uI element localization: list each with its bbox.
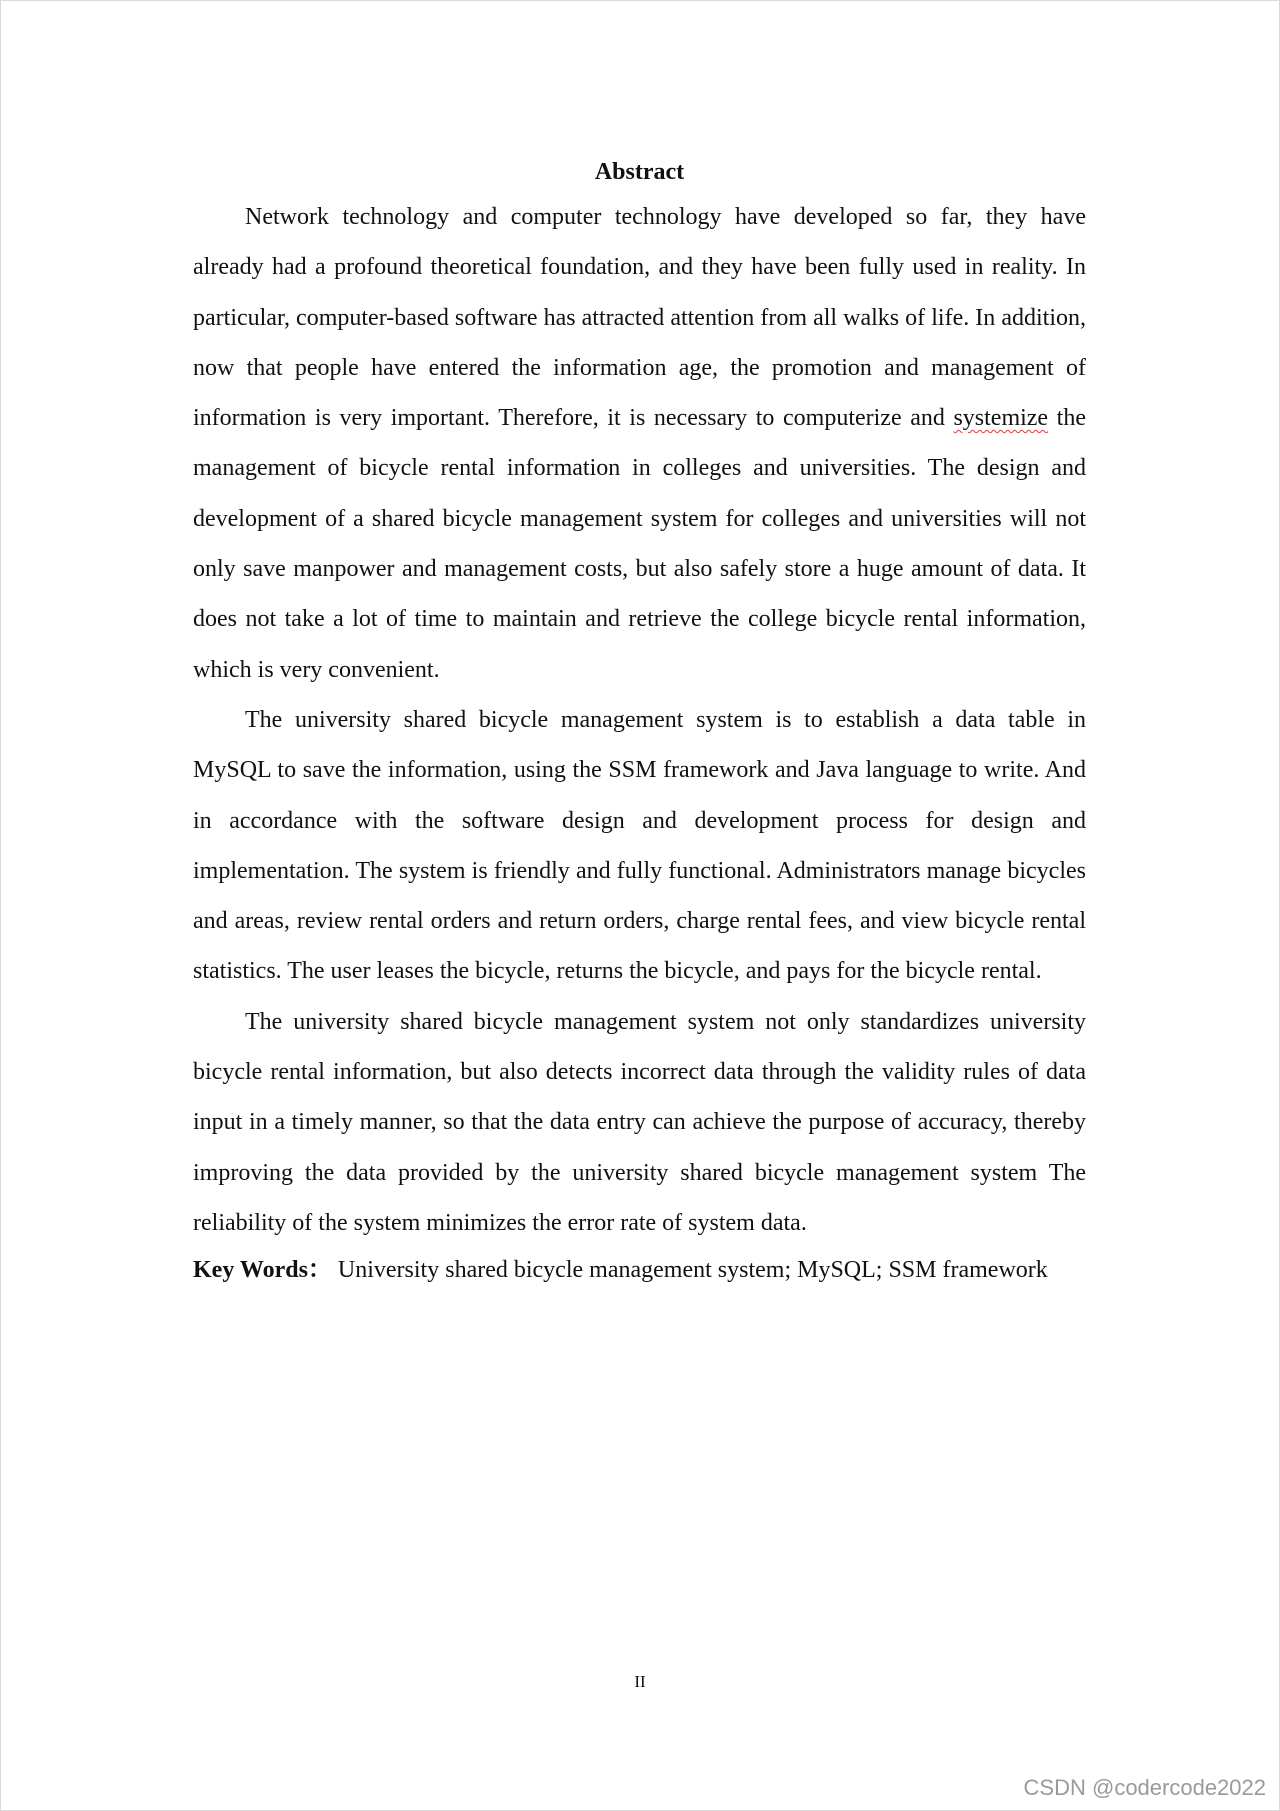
abstract-paragraph-3: The university shared bicycle management system not only standardizes university bicycle rental information, but also detects incorrect data through the validity rules of data input in a timely manner, so that the data entry can achieve the purpose of accuracy, thereby improving the data provided by the university shared bicycle management system The reliability of the system minimizes the error rate of system data. — [193, 1008, 1086, 1236]
keywords-label: Key Words： — [193, 1257, 332, 1284]
keywords-line — [193, 1248, 1086, 1293]
spellcheck-flagged-word[interactable]: systemize — [953, 405, 1049, 432]
page-number: II — [634, 1672, 646, 1691]
csdn-watermark: CSDN @codercode2022 — [1023, 1775, 1266, 1800]
paragraph-1-text-after: the management of bicycle rental information in colleges and universities. The design and development of a shared bicycle management system for colleges and universities will not only save manpower and management costs, but also safely store a huge amount of data. It does not take a lot of time to maintain and retrieve the college bicycle rental information, which is very convenient. — [193, 405, 1086, 683]
abstract-paragraph-2: The university shared bicycle management system is to establish a data table in MySQL to save the information, using the SSM framework and Java language to write. And in accordance with the software design and development process for design and implementation. The system is friendly and fully functional. Administrators manage bicycles and areas, review rental orders and return orders, charge rental fees, and view bicycle rental statistics. The user leases the bicycle, returns the bicycle, and pays for the bicycle rental. — [193, 706, 1086, 985]
paragraph-1-text-before: Network technology and computer technology have developed so far, they have already had a profound theoretical foundation, and they have been fully used in reality. In particular, computer-based software has attracted attention from all walks of life. In addition, now that people have entered the information age, the promotion and management of information is very important. Therefore, it is necessary to computerize and — [193, 204, 1086, 432]
document-body — [193, 152, 1086, 1293]
abstract-paragraph-1 — [193, 192, 1086, 695]
abstract-title: Abstract — [594, 159, 685, 185]
keywords-text: University shared bicycle management system; MySQL; SSM framework — [337, 1257, 1048, 1284]
